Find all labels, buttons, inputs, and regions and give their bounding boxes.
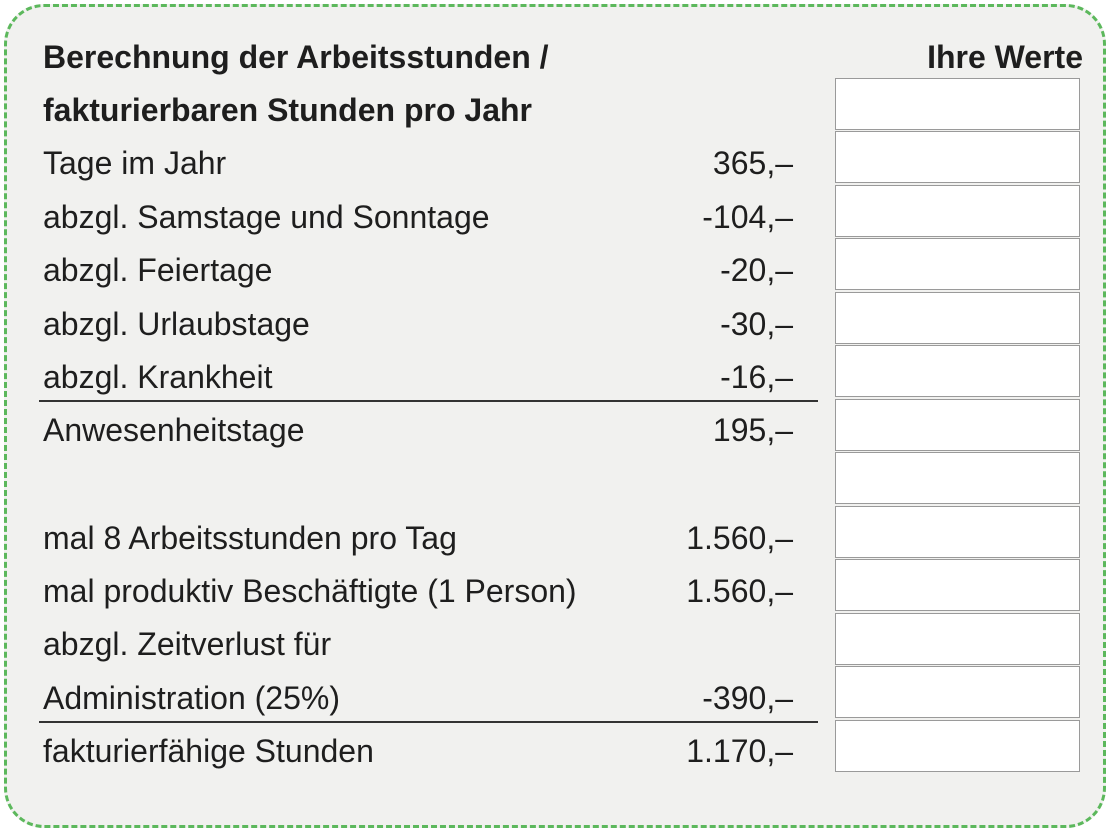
- total-divider: [39, 721, 818, 723]
- calculation-card: [4, 4, 1106, 828]
- your-value-input[interactable]: [835, 78, 1080, 130]
- your-value-input[interactable]: [835, 131, 1080, 183]
- row-label-days-in-year: Tage im Jahr: [43, 145, 227, 181]
- row-label-hours-per-day: mal 8 Arbeitsstunden pro Tag: [43, 520, 457, 556]
- row-value-attendance-days: 195,–: [712, 412, 793, 448]
- row-value-productive-staff: 1.560,–: [686, 573, 793, 609]
- row-value-weekends: -104,–: [702, 199, 793, 235]
- row-label-administration: Administration (25%): [43, 680, 340, 716]
- title-line-2: fakturierbaren Stunden pro Jahr: [43, 92, 532, 128]
- row-value-hours-per-day: 1.560,–: [686, 520, 793, 556]
- your-value-input[interactable]: [835, 613, 1080, 665]
- row-label-attendance-days: Anwesenheitstage: [43, 412, 305, 448]
- your-value-input[interactable]: [835, 399, 1080, 451]
- your-value-input[interactable]: [835, 238, 1080, 290]
- row-label-billable-hours: fakturierfähige Stunden: [43, 733, 374, 769]
- row-label-vacation: abzgl. Urlaubstage: [43, 306, 310, 342]
- your-value-input[interactable]: [835, 452, 1080, 504]
- your-value-input[interactable]: [835, 559, 1080, 611]
- your-value-input[interactable]: [835, 720, 1080, 772]
- row-value-holidays: -20,–: [720, 252, 793, 288]
- title-line-1: Berechnung der Arbeitsstunden /: [43, 39, 549, 75]
- row-value-days-in-year: 365,–: [712, 145, 793, 181]
- subtotal-divider: [39, 400, 818, 402]
- row-label-weekends: abzgl. Samstage und Sonntage: [43, 199, 490, 235]
- row-label-time-loss: abzgl. Zeitverlust für: [43, 626, 332, 662]
- your-value-input[interactable]: [835, 666, 1080, 718]
- row-value-billable-hours: 1.170,–: [686, 733, 793, 769]
- your-value-input[interactable]: [835, 345, 1080, 397]
- your-value-input[interactable]: [835, 185, 1080, 237]
- row-value-administration: -390,–: [702, 680, 793, 716]
- row-value-sickness: -16,–: [720, 359, 793, 395]
- row-label-productive-staff: mal produktiv Beschäftigte (1 Person): [43, 573, 577, 609]
- your-value-input[interactable]: [835, 506, 1080, 558]
- row-label-sickness: abzgl. Krankheit: [43, 359, 273, 395]
- column-header-your-values: Ihre Werte: [927, 39, 1083, 75]
- row-label-holidays: abzgl. Feiertage: [43, 252, 273, 288]
- your-value-input[interactable]: [835, 292, 1080, 344]
- row-value-vacation: -30,–: [720, 306, 793, 342]
